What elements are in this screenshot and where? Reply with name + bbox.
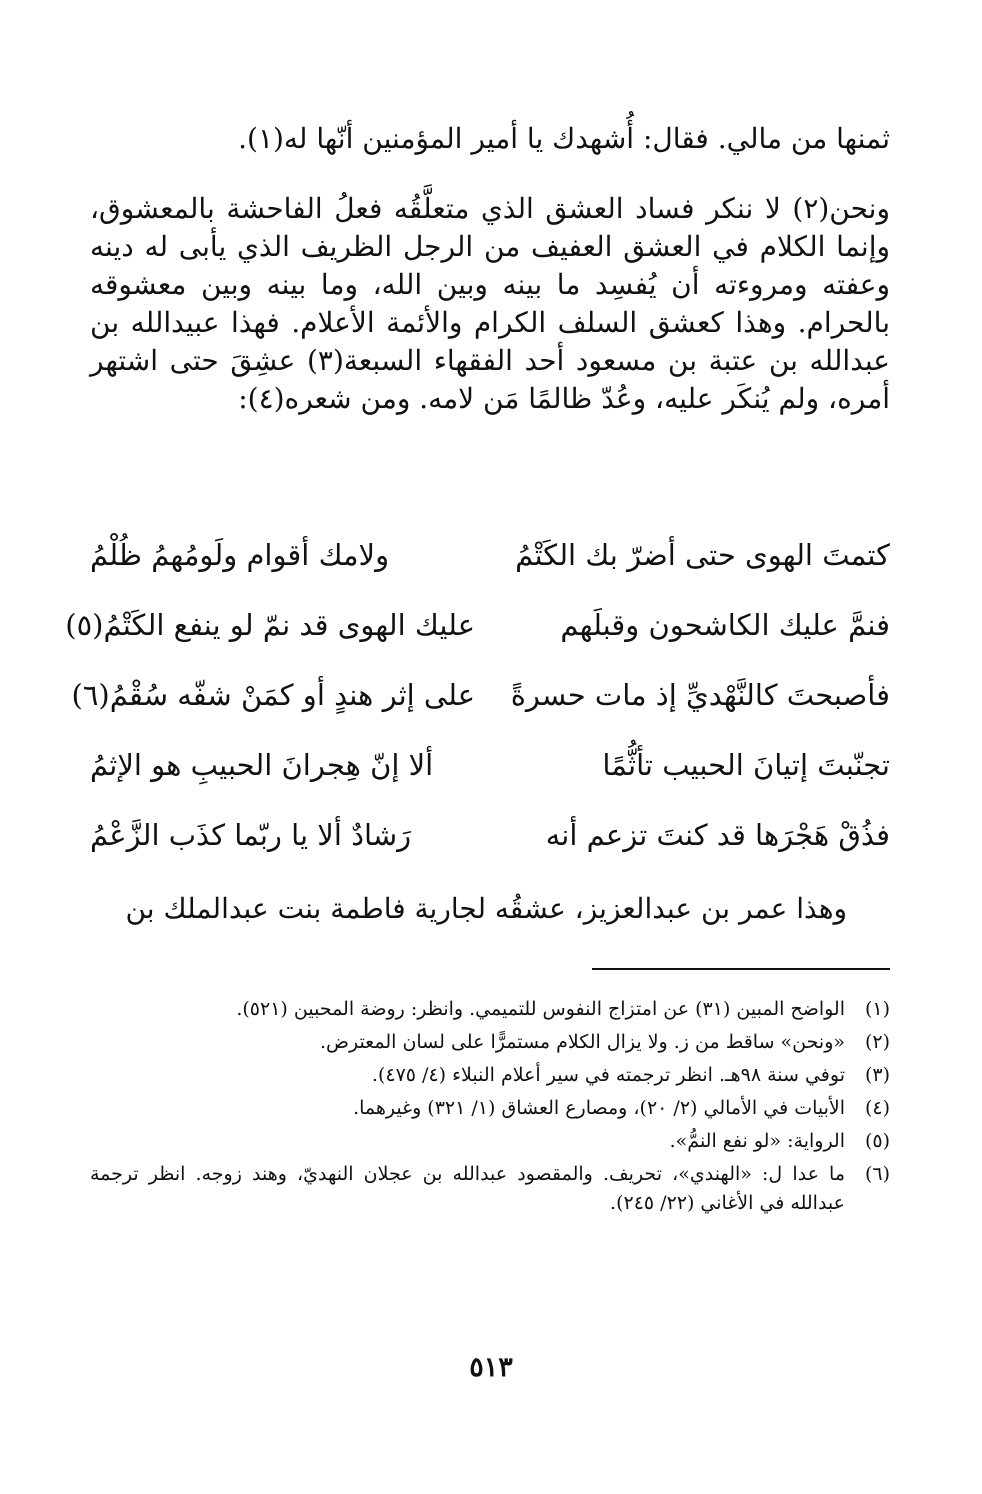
footnote-text: «ونحن» ساقط من ز. ولا يزال الكلام مستمرًّا على لسان المعترض. <box>319 1031 845 1053</box>
footnote-text: ما عدا ل: «الهندي»، تحريف. والمقصود عبدالله بن عجلان النهديّ، وهند زوجه. انظر ترجمة عبدالله في الأغاني (٢٢/ ٢٤٥). <box>90 1163 845 1214</box>
verse-first-hemistich: فأصبحتَ كالنَّهْديِّ إذ مات حسرةً <box>510 678 890 712</box>
poem-verse <box>90 520 890 590</box>
main-paragraph: ونحن(٢) لا ننكر فساد العشق الذي متعلَّقُه فعلُ الفاحشة بالمعشوق، وإنما الكلام في العشق العفيف من الرجل الظريف الذي يأبى له دينه وعفته ومروءته أن يُفسِد ما بينه وبين الله، وما بينه وبين معشوقه بالحرام. وهذا كعشق السلف الكرام والأئمة الأعلام. فهذا عبيدالله بن عبدالله بن عتبة بن مسعود أحد الفقهاء السبعة(٣) عشِقَ حتى اشتهر أمره، ولم يُنكَر عليه، وعُدّ ظالمًا مَن لامه. ومن شعره(٤): <box>90 192 890 415</box>
footnote-text: الأبيات في الأمالي (٢/ ٢٠)، ومصارع العشاق (١/ ٣٢١) وغيرهما. <box>353 1097 845 1119</box>
page-number: ٥١٣ <box>469 1352 513 1383</box>
verse-second-hemistich: على إثر هندٍ أو كمَنْ شفّه سُقْمُ(٦) <box>71 678 475 712</box>
poem-verse <box>71 660 890 730</box>
footnote-number: (٦) <box>864 1163 890 1185</box>
footnote-number: (٥) <box>864 1130 890 1152</box>
verse-second-hemistich: ولامك أقوام ولَومُهمُ ظُلْمُ <box>90 538 390 572</box>
footnote <box>90 1061 890 1090</box>
footnote <box>90 995 890 1024</box>
footnote-text: توفي سنة ٩٨هـ. انظر ترجمته في سير أعلام النبلاء (٤/ ٤٧٥). <box>371 1064 845 1086</box>
verse-second-hemistich: رَشادٌ ألا يا ربّما كذَب الزَّعْمُ <box>90 818 412 852</box>
footnote <box>90 1127 890 1156</box>
verse-first-hemistich: كتمتَ الهوى حتى أضرّ بك الكَتْمُ <box>515 538 890 572</box>
footnote <box>90 1094 890 1123</box>
footnote-number: (١) <box>864 998 890 1020</box>
verse-first-hemistich: تجنّبتَ إتيانَ الحبيب تأثُّمًا <box>602 748 890 782</box>
footnote <box>90 1160 890 1218</box>
poem-verse <box>90 730 890 800</box>
verse-first-hemistich: فنمَّ عليك الكاشحون وقبلَهم <box>560 608 890 642</box>
footnote-number: (٢) <box>864 1031 890 1053</box>
poem-verse <box>65 590 890 660</box>
footnote-text: الرواية: «لو نفع النمُّ». <box>669 1130 845 1152</box>
final-paragraph: وهذا عمر بن عبدالعزيز، عشقُه لجارية فاطمة بنت عبدالملك بن <box>125 892 847 925</box>
poem <box>65 520 890 870</box>
footnote-text: الواضح المبين (٣١) عن امتزاج النفوس للتميمي. وانظر: روضة المحبين (٥٢١). <box>236 998 845 1020</box>
verse-second-hemistich: عليك الهوى قد نمّ لو ينفع الكَتْمُ(٥) <box>65 608 475 642</box>
footnote <box>90 1028 890 1057</box>
footnote-divider <box>592 968 890 970</box>
poem-verse <box>90 800 890 870</box>
footnote-number: (٤) <box>864 1097 890 1119</box>
footnotes <box>90 995 890 1222</box>
intro-paragraph: ثمنها من مالي. فقال: أُشهدك يا أمير المؤمنين أنّها له(١). <box>238 122 890 155</box>
footnote-number: (٣) <box>864 1064 890 1086</box>
verse-first-hemistich: فذُقْ هَجْرَها قد كنتَ تزعم أنه <box>545 818 890 852</box>
verse-second-hemistich: ألا إنّ هِجرانَ الحبيبِ هو الإثمُ <box>90 748 434 782</box>
